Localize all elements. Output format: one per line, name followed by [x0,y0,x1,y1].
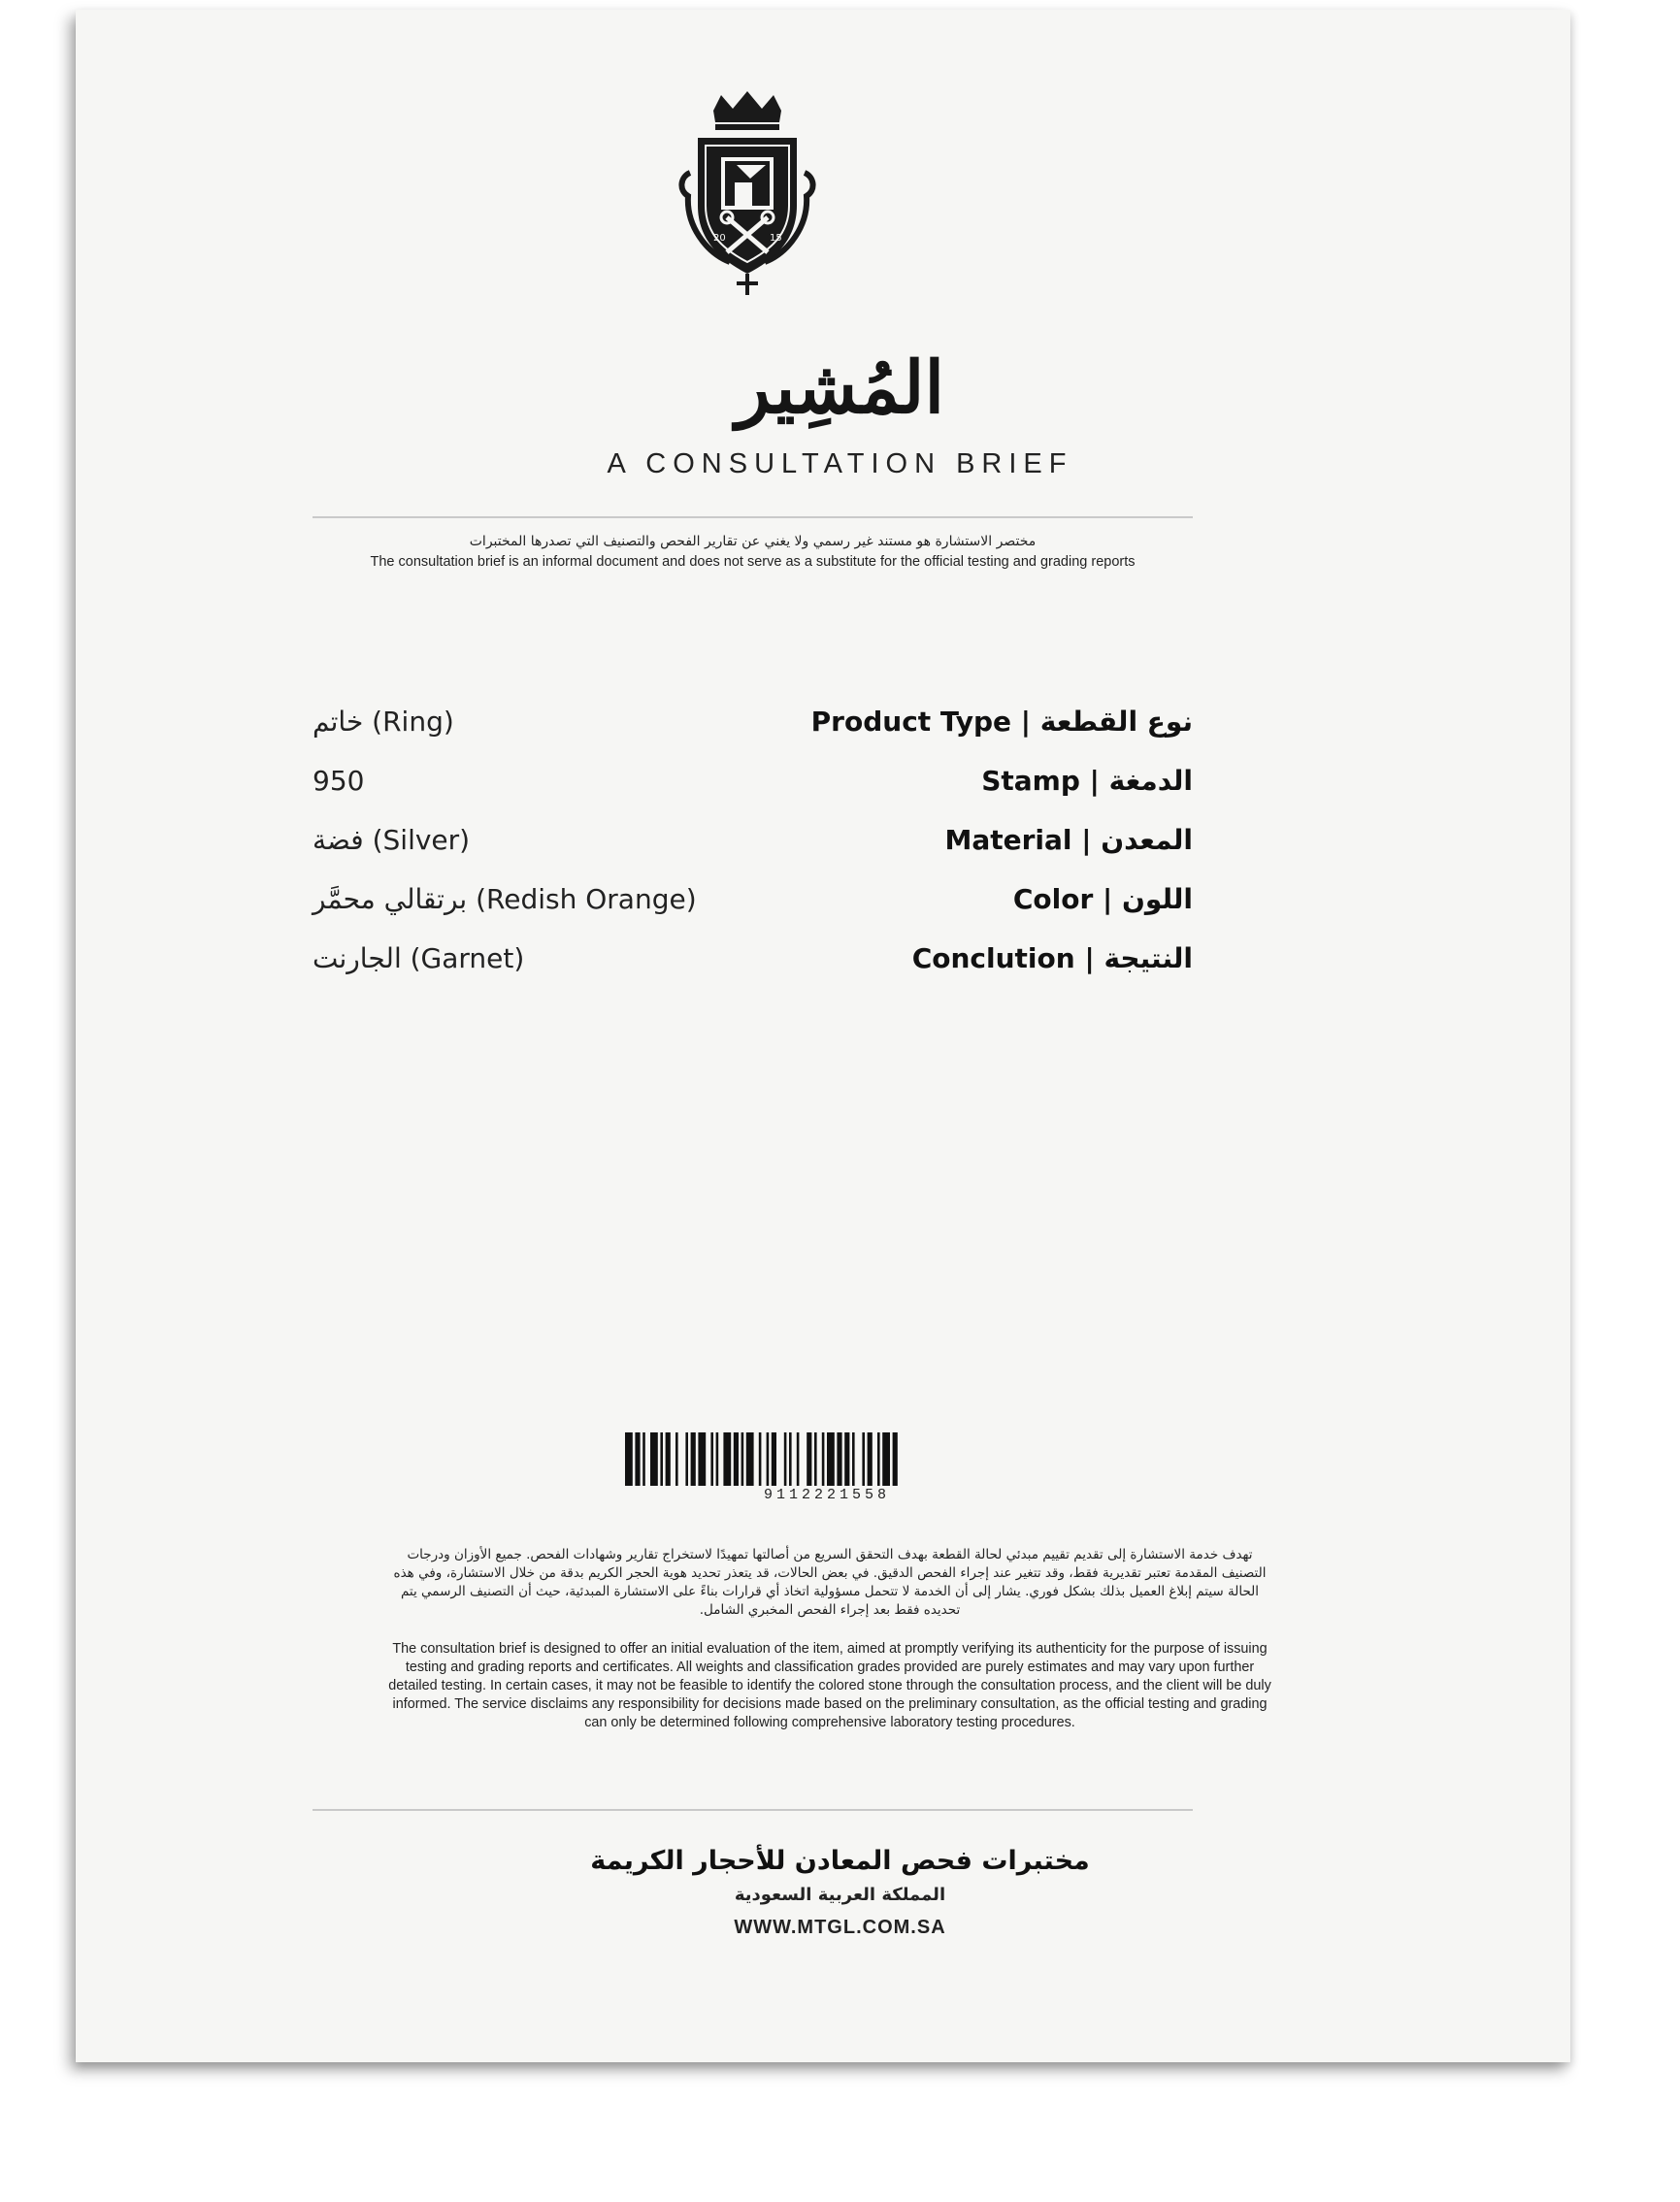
barcode-bar [625,1432,633,1486]
barcode-bar [814,1432,817,1486]
detail-label: Color | اللون [1012,883,1193,915]
detail-label: Material | المعدن [944,824,1193,856]
item-details [313,693,1193,989]
detail-row-conclusion [313,930,1193,989]
detail-value: برتقالي محمَّر (Redish Orange) [313,883,697,915]
barcode-bar [822,1432,825,1486]
barcode-bar [852,1432,855,1486]
barcode-bar [734,1432,739,1486]
document-subtitle: A CONSULTATION BRIEF [607,448,1073,479]
barcode-bar [789,1432,792,1486]
barcode-bar [741,1432,744,1486]
divider-bottom [313,1809,1193,1811]
detail-value: الجارنت (Garnet) [313,942,525,974]
barcode-bar [827,1432,835,1486]
svg-text:15: 15 [770,233,782,244]
barcode-bar [844,1432,849,1486]
detail-row-stamp [313,752,1193,811]
barcode-bar [784,1432,787,1486]
barcode-bar [862,1432,865,1486]
detail-value: فضة (Silver) [313,824,471,856]
barcode-bar [716,1432,719,1486]
detail-row-product-type [313,693,1193,752]
detail-value: 950 [313,765,365,797]
detail-label: Product Type | نوع القطعة [810,706,1193,738]
detail-value: خاتم (Ring) [313,706,454,738]
detail-label: Stamp | الدمغة [981,765,1193,797]
barcode-bar [767,1432,770,1486]
crest-logo-icon [676,89,818,295]
barcode-bar [710,1432,713,1486]
barcode-bar [868,1432,873,1486]
svg-text:20: 20 [713,233,726,244]
disclaimer-arabic: مختصر الاستشارة هو مستند غير رسمي ولا يغني عن تقارير الفحص والتصنيف التي تصدرها المختبرات [469,534,1037,549]
barcode-bar [882,1432,890,1486]
detail-row-color [313,871,1193,930]
barcode-bar [642,1432,645,1486]
barcode-bar [685,1432,688,1486]
lab-country: المملكة العربية السعودية [734,1885,946,1905]
barcode-bar [837,1432,841,1486]
barcode-bar [635,1432,640,1486]
barcode-bar [746,1432,754,1486]
lab-website-link[interactable]: WWW.MTGL.COM.SA [734,1917,946,1938]
barcode-bar [660,1432,663,1486]
terms-english: The consultation brief is designed to offer an initial evaluation of the item, aimed at promptly verifying its authenticity for the purpose of issuing testing and grading reports and certificates. All weights and classification grades provided are purely estimates and may vary upon further detailed testing. In certain cases, it may not be feasible to identify the colored stone through the consultation process, and the client will be duly informed. The service disclaims any responsibility for decisions made based on the preliminary consultation, as the official testing and grading can only be determined following comprehensive laboratory testing procedures. [388,1641,1271,1730]
barcode-bar [723,1432,731,1486]
disclaimer-english: The consultation brief is an informal document and does not serve as a substitute for the official testing and grading reports [370,554,1136,570]
barcode-bar [759,1432,762,1486]
barcode-number: 9112221558 [763,1487,890,1503]
barcode-bar [893,1432,898,1486]
barcode-bar [807,1432,811,1486]
brand-name-arabic: المُشِير [735,346,945,430]
detail-label: Conclution | النتيجة [911,942,1193,974]
consultation-brief-sheet [76,10,1570,2062]
barcode-bar [772,1432,776,1486]
barcode-bar [877,1432,880,1486]
barcode-bar [666,1432,671,1486]
barcode-bar [650,1432,658,1486]
terms-arabic: تهدف خدمة الاستشارة إلى تقديم تقييم مبدئي لحالة القطعة بهدف التحقق السريع من أصالتها تمهيدًا لاستخراج تقارير وشهادات الفحص. جميع الأوزان ودرجات التصنيف المقدمة تعتبر تقديرية فقط، وقد تتغير عند إجراء الفحص الدقيق. في بعض الحالات، قد يتعذر تحديد هوية الحجر الكريم بدقة من خلال الاستشارة، وفي هذه الحالة سيتم إبلاغ العميل بذلك بشكل فوري. يشار إلى أن الخدمة لا تتحمل مسؤولية اتخاذ أي قرارات بناءً على الاستشارة المبدئية، حيث أن التصنيف الرسمي يتم تحديده فقط بعد إجراء الفحص المخبري الشامل. [393,1547,1267,1618]
lab-name: مختبرات فحص المعادن للأحجار الكريمة [590,1846,1090,1876]
divider-top [313,516,1193,518]
detail-row-material [313,811,1193,871]
barcode-bar [691,1432,696,1486]
barcode-bar [675,1432,678,1486]
barcode-icon [625,1432,1029,1486]
barcode-bar [797,1432,800,1486]
barcode-bar [698,1432,706,1486]
